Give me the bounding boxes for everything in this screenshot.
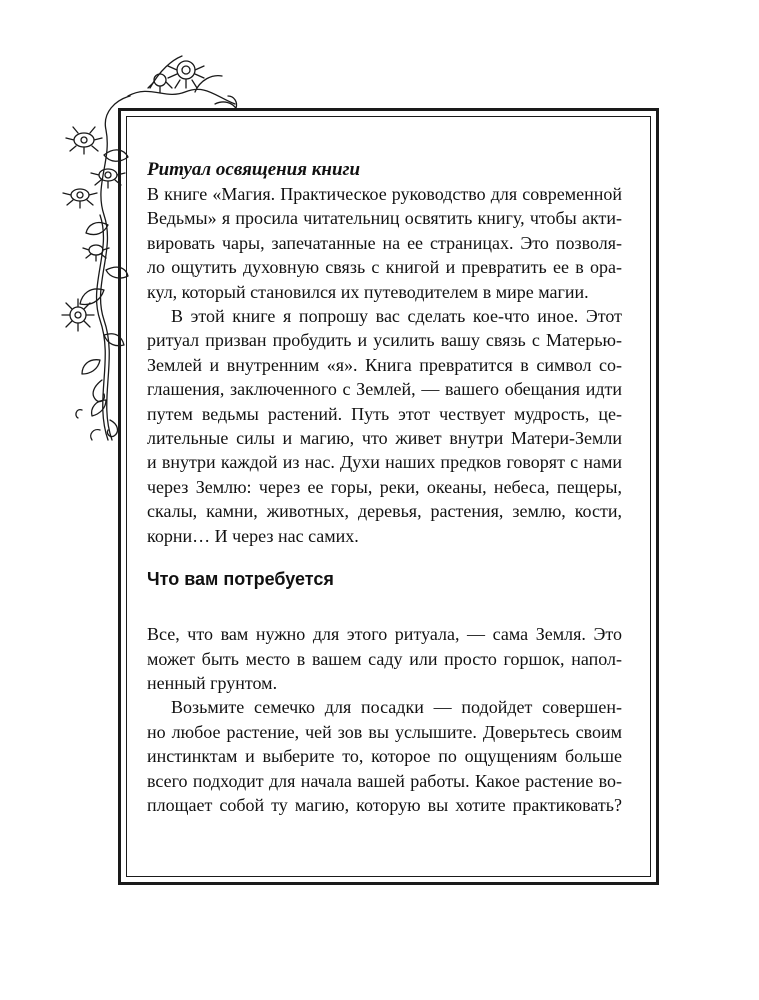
section-title-requirements: Что вам потребуется bbox=[147, 569, 334, 590]
text-line: Возьмите семечко для посадки — подойдет совершен- bbox=[171, 697, 622, 718]
paragraph bbox=[147, 304, 622, 548]
text-line: инстинктам и выберите то, которое по ощущениям больше bbox=[147, 746, 622, 767]
spacer bbox=[147, 592, 622, 622]
text-line: Ведьмы» я просила читательниц освятить книгу, чтобы акти- bbox=[147, 208, 622, 229]
text-line: Землей и внутренним «я». Книга превратится в символ со- bbox=[147, 354, 622, 375]
text-line: ритуал призван пробудить и усилить вашу связь с Матерью- bbox=[147, 330, 622, 351]
text-line: лительные силы и магию, что живет внутри Матери-Земли bbox=[147, 428, 622, 449]
spacer bbox=[147, 548, 622, 566]
text-line: корни… И через нас самих. bbox=[147, 525, 359, 546]
text-line: площает собой ту магию, которую вы хотите практиковать? bbox=[147, 794, 622, 815]
text-line: глашения, заключенного с Землей, — вашего обещания идти bbox=[147, 379, 622, 400]
text-line: и внутри каждой из нас. Духи наших предков говорят с нами bbox=[147, 452, 622, 473]
text-line: В книге «Магия. Практическое руководство для современной bbox=[147, 184, 622, 204]
text-line: ло ощутить духовную связь с книгой и превратить ее в ора- bbox=[147, 257, 622, 278]
paragraph bbox=[147, 695, 622, 817]
text-line: путем ведьмы растений. Путь этот чествует мудрость, це- bbox=[147, 403, 622, 424]
text-line: Все, что вам нужно для этого ритуала, — сама Земля. Это bbox=[147, 624, 622, 645]
text-line: всего подходит для начала вашей работы. Какое растение во- bbox=[147, 770, 622, 791]
section-title-ritual: Ритуал освящения книги bbox=[147, 159, 361, 180]
text-line: кул, который становился их путеводителем в мире магии. bbox=[147, 281, 589, 302]
text-line: ненный грунтом. bbox=[147, 672, 278, 693]
paragraph bbox=[147, 182, 622, 304]
page-content bbox=[147, 158, 622, 817]
text-line: но любое растение, чей зов вы услышите. Доверьтесь своим bbox=[147, 721, 622, 742]
text-line: вировать чары, запечатанные на ее страницах. Это позволя- bbox=[147, 232, 622, 253]
text-line: через Землю: через ее горы, реки, океаны, небеса, пещеры, bbox=[147, 476, 622, 497]
paragraph bbox=[147, 622, 622, 695]
text-line: скалы, камни, животных, деревья, растения, землю, кости, bbox=[147, 501, 622, 522]
text-line: В этой книге я попрошу вас сделать кое-что иное. Этот bbox=[171, 306, 622, 327]
text-line: может быть место в вашем саду или просто горшок, напол- bbox=[147, 648, 622, 669]
